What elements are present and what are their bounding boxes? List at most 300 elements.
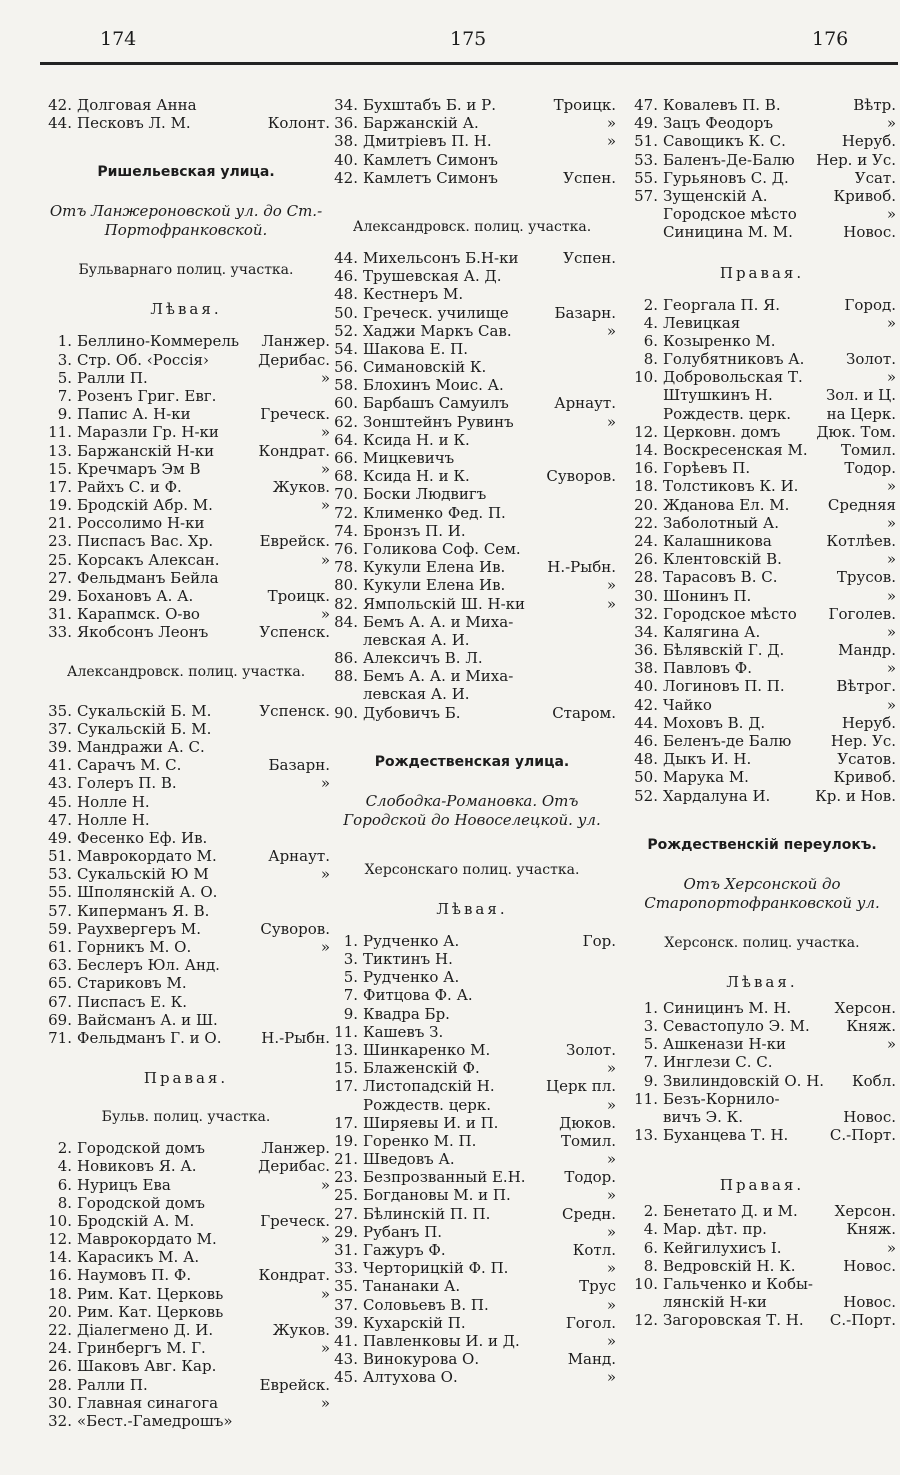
district-label: Трус	[579, 1277, 616, 1296]
house-number: 31.	[48, 605, 72, 624]
owner-name: Шинкаренко М.	[363, 1040, 491, 1059]
entry-list	[628, 999, 896, 1145]
list-item	[42, 829, 330, 847]
owner-name: Клентовскій В.	[663, 550, 782, 569]
owner-name: Чайко	[663, 695, 712, 714]
list-item	[328, 1005, 616, 1023]
list-item	[42, 587, 330, 605]
district-label: Н.-Рыбн.	[547, 558, 616, 577]
owner-name: Инглези С. С.	[663, 1053, 773, 1072]
house-number: 18.	[634, 477, 658, 496]
list-item	[628, 532, 896, 550]
list-item	[42, 478, 330, 496]
district-label: Кр. и Нов.	[815, 786, 896, 805]
district-label: Манд.	[567, 1350, 616, 1369]
list-item	[328, 1186, 616, 1204]
district-label: »	[886, 1035, 896, 1054]
house-number: 59.	[48, 919, 72, 938]
house-number: 20.	[48, 1302, 72, 1321]
list-item	[42, 974, 330, 992]
owner-name: Тананаки А.	[363, 1277, 461, 1296]
house-number: 51.	[48, 847, 72, 866]
house-number: 18.	[48, 1284, 72, 1303]
owner-name: Камлетъ Симонъ	[363, 150, 498, 169]
owner-name: Севастопуло Э. М.	[663, 1016, 810, 1035]
list-item	[628, 114, 896, 132]
district-label: »	[320, 774, 330, 793]
house-number: 51.	[634, 132, 658, 151]
house-number: 16.	[634, 459, 658, 478]
house-number: 1.	[57, 332, 72, 351]
owner-name: Кукули Елена Ив.	[363, 576, 506, 595]
list-item	[328, 322, 616, 340]
owner-name: Гринбергъ М. Г.	[77, 1339, 206, 1358]
list-item	[328, 1259, 616, 1277]
district-label: Новос.	[843, 1107, 896, 1126]
list-item	[328, 613, 616, 631]
owner-name: Россолимо Н-ки	[77, 514, 205, 533]
house-number: 25.	[48, 550, 72, 569]
list-item	[42, 1194, 330, 1212]
owner-name: Ковалевъ П. В.	[663, 96, 781, 114]
header-rule	[40, 62, 898, 65]
column-1	[42, 96, 330, 1430]
list-item	[42, 756, 330, 774]
district-label: »	[320, 865, 330, 884]
district-label: »	[886, 313, 896, 332]
owner-name: Михельсонъ Б.Н-ки	[363, 248, 519, 267]
house-number: 17.	[334, 1113, 358, 1132]
district-label: Город.	[844, 295, 896, 314]
house-number: 42.	[334, 168, 358, 187]
owner-name: Якобсонъ Леонъ	[77, 623, 209, 642]
house-number: 24.	[634, 531, 658, 550]
house-number: 74.	[334, 521, 358, 540]
list-item	[42, 902, 330, 920]
owner-name: Городское мѣсто	[663, 205, 797, 224]
house-number: 11.	[48, 423, 72, 442]
owner-name: Калягина А.	[663, 622, 761, 641]
owner-name: Зацъ Феодоръ	[663, 114, 774, 133]
owner-name: Стариковъ М.	[77, 974, 187, 993]
list-item	[42, 442, 330, 460]
house-number: 3.	[343, 950, 358, 968]
side-heading: Лѣвая.	[726, 972, 798, 991]
owner-name: Ралли П.	[77, 1375, 148, 1394]
list-item	[328, 1205, 616, 1223]
district-label: Княж.	[846, 1220, 896, 1239]
owner-name: Добровольская Т.	[663, 368, 803, 387]
district-label: Зол. и Ц.	[825, 386, 896, 405]
house-number: 47.	[634, 96, 658, 114]
owner-name: Трушевская А. Д.	[363, 267, 502, 286]
house-number: 13.	[634, 1126, 658, 1145]
house-number: 17.	[334, 1077, 358, 1096]
owner-name: Мандражи А. С.	[77, 737, 205, 756]
owner-name: Жданова Ел. М.	[663, 495, 790, 514]
list-item	[328, 1150, 616, 1168]
entry-list	[42, 702, 330, 1048]
list-item	[42, 1029, 330, 1047]
district-label: »	[886, 368, 896, 387]
owner-name: Кестнеръ М.	[363, 285, 464, 304]
list-item	[628, 1257, 896, 1275]
owner-name: Боски Людвигъ	[363, 485, 487, 504]
list-item	[628, 1053, 896, 1071]
district-label: »	[320, 459, 330, 478]
list-item	[328, 1241, 616, 1259]
list-item	[42, 1011, 330, 1029]
house-number: 6.	[643, 331, 658, 350]
house-number: 5.	[57, 368, 72, 387]
district-label: Суворов.	[546, 467, 616, 486]
house-number: 80.	[334, 576, 358, 595]
owner-name: Савощикъ К. С.	[663, 132, 786, 151]
district-label: »	[606, 1150, 616, 1169]
owner-name: Зущенскій А.	[663, 186, 768, 205]
owner-name: Фельдманъ Бейла	[77, 568, 219, 587]
list-item	[42, 351, 330, 369]
district-label: Херсон.	[834, 1202, 896, 1221]
owner-name: Мицкевичъ	[363, 449, 455, 467]
owner-name: Ралли П.	[77, 368, 148, 387]
owner-name: Писпасъ Е. К.	[77, 992, 187, 1011]
list-item	[328, 1223, 616, 1241]
owner-name: Ширяевы И. и П.	[363, 1113, 499, 1132]
owner-name: Сукальскій Ю М	[77, 865, 209, 884]
house-number: 9.	[57, 405, 72, 424]
list-item	[42, 514, 330, 532]
owner-name: Марука М.	[663, 768, 749, 787]
owner-name: Алексичъ В. Л.	[363, 649, 483, 668]
house-number: 72.	[334, 503, 358, 522]
district-label: Новос.	[843, 1256, 896, 1275]
house-number: 40.	[634, 677, 658, 696]
list-item	[42, 1376, 330, 1394]
house-number: 35.	[334, 1277, 358, 1296]
list-item	[628, 223, 896, 241]
house-number: 71.	[48, 1028, 72, 1047]
list-item	[328, 649, 616, 667]
list-item	[42, 720, 330, 738]
list-item	[328, 96, 616, 114]
house-number: 61.	[48, 938, 72, 956]
district-label: »	[606, 594, 616, 613]
house-number: 88.	[334, 667, 358, 686]
list-item	[328, 522, 616, 540]
list-item	[328, 413, 616, 431]
list-item	[628, 768, 896, 786]
owner-name: Левицкая	[663, 313, 741, 332]
house-number: 44.	[48, 114, 72, 133]
list-item	[328, 1059, 616, 1077]
house-number: 68.	[334, 467, 358, 486]
house-number: 7.	[643, 1053, 658, 1072]
district-label: Кривоб.	[833, 768, 896, 787]
district-label: Жуков.	[272, 1321, 330, 1339]
list-item	[328, 431, 616, 449]
district-label: Усатов.	[837, 750, 896, 769]
list-item	[628, 1126, 896, 1144]
list-item	[42, 460, 330, 478]
house-number: 67.	[48, 992, 72, 1011]
list-item	[42, 1303, 330, 1321]
district-label: Гор.	[582, 931, 616, 950]
district-label: Ланжер.	[261, 1139, 330, 1158]
owner-name: Бродскій А. М.	[77, 1211, 195, 1230]
street-heading: Рождественская улица.	[374, 753, 570, 770]
entry-list	[42, 96, 330, 132]
list-item	[628, 1090, 896, 1108]
list-item	[628, 477, 896, 495]
district-label: »	[606, 1095, 616, 1114]
precinct-heading: Бульварнаго полиц. участка.	[78, 262, 294, 279]
owner-name: Бѣлинскій П. П.	[363, 1204, 491, 1223]
house-number: 54.	[334, 339, 358, 358]
house-number: 16.	[48, 1266, 72, 1285]
list-item	[328, 986, 616, 1004]
house-number: 82.	[334, 594, 358, 613]
house-number: 21.	[48, 514, 72, 533]
owner-name: Нолле Н.	[77, 792, 150, 811]
district-label: Тодор.	[564, 1168, 616, 1187]
house-number: 4.	[643, 313, 658, 332]
house-number: 78.	[334, 558, 358, 577]
list-item	[628, 1220, 896, 1238]
owner-name: Карасикъ М. А.	[77, 1248, 200, 1267]
house-number: 42.	[48, 96, 72, 114]
list-item	[328, 704, 616, 722]
owner-name: Квадра Бр.	[363, 1004, 450, 1023]
owner-name: Тарасовъ В. С.	[663, 568, 778, 587]
list-item	[42, 387, 330, 405]
list-item	[42, 993, 330, 1011]
house-number: 2.	[643, 295, 658, 314]
list-item	[328, 114, 616, 132]
owner-name: Павленковы И. и Д.	[363, 1331, 520, 1350]
district-label: Ланжер.	[261, 332, 330, 351]
list-item	[328, 1096, 616, 1114]
district-label: »	[886, 477, 896, 496]
owner-name: Листопадскій Н.	[363, 1077, 495, 1096]
list-item	[628, 1072, 896, 1090]
owner-name: Бродскій Абр. М.	[77, 496, 213, 515]
list-item	[42, 1176, 330, 1194]
owner-name: Сукальскій Б. М.	[77, 701, 212, 720]
district-label: Церк пл.	[546, 1077, 616, 1096]
owner-name: Городской домъ	[77, 1139, 205, 1158]
house-number: 60.	[334, 394, 358, 413]
district-label: »	[886, 659, 896, 678]
district-label: Томил.	[841, 441, 896, 459]
house-number: 49.	[634, 114, 658, 133]
owner-name: Стр. Об. ‹Россія›	[77, 350, 209, 369]
owner-name: Калашникова	[663, 531, 772, 550]
district-label: Кривоб.	[833, 186, 896, 205]
house-number: 43.	[48, 774, 72, 793]
house-number: 22.	[48, 1321, 72, 1339]
house-number: 1.	[643, 998, 658, 1017]
house-number: 33.	[48, 623, 72, 642]
district-label: »	[606, 1259, 616, 1278]
owner-name: вичъ Э. К.	[663, 1107, 744, 1126]
list-item	[628, 459, 896, 477]
house-number: 90.	[334, 703, 358, 722]
district-label: »	[320, 605, 330, 624]
street-description: Слободка-Романовка. Отъ Городской до Новоселецкой. ул.	[343, 791, 601, 829]
district-label: »	[606, 1059, 616, 1078]
district-label: Троицк.	[267, 587, 330, 605]
owner-name: Логиновъ П. П.	[663, 677, 785, 696]
owner-name: Рудченко А.	[363, 931, 460, 950]
house-number: 10.	[48, 1211, 72, 1230]
house-number: 69.	[48, 1010, 72, 1029]
house-number: 13.	[48, 441, 72, 460]
owner-name: Беллино-Коммерель	[77, 332, 240, 351]
list-item	[42, 865, 330, 883]
district-label: »	[606, 412, 616, 431]
owner-name: Ксида Н. и К.	[363, 467, 470, 486]
owner-name: Бухштабъ Б. и Р.	[363, 96, 497, 114]
house-number: 41.	[334, 1331, 358, 1350]
district-label: Неруб.	[841, 713, 896, 732]
house-number: 27.	[334, 1204, 358, 1223]
house-number: 30.	[48, 1393, 72, 1412]
district-label: Вѣтр.	[853, 96, 896, 114]
district-label: »	[886, 513, 896, 532]
district-label: Кондрат.	[258, 1266, 330, 1285]
list-item	[42, 114, 330, 132]
house-number: 10.	[634, 368, 658, 387]
house-number: 46.	[634, 732, 658, 750]
house-number: 8.	[643, 350, 658, 369]
house-number: 27.	[48, 568, 72, 587]
owner-name: Нурицъ Ева	[77, 1175, 171, 1194]
owner-name: Сукальскій Б. М.	[77, 719, 212, 738]
house-number: 7.	[343, 986, 358, 1005]
entry-list	[42, 332, 330, 641]
list-item	[328, 968, 616, 986]
district-label: Греческ.	[260, 1211, 330, 1230]
house-number: 6.	[643, 1238, 658, 1257]
house-number: 55.	[634, 168, 658, 187]
house-number: 17.	[48, 477, 72, 496]
list-item	[628, 641, 896, 659]
owner-name: Богдановы М. и П.	[363, 1186, 511, 1205]
district-label: Греческ.	[260, 405, 330, 424]
house-number: 23.	[48, 532, 72, 551]
district-label: Нер. и Ус.	[816, 150, 896, 169]
list-item	[628, 169, 896, 187]
precinct-heading: Александровск. полиц. участка.	[66, 663, 306, 680]
list-item	[628, 1108, 896, 1126]
house-number: 14.	[48, 1248, 72, 1267]
house-number: 35.	[48, 701, 72, 720]
district-label: »	[606, 1186, 616, 1205]
district-label: Успен.	[563, 248, 616, 267]
list-item	[42, 938, 330, 956]
page-number-right: 176	[812, 28, 849, 50]
district-label: »	[320, 1393, 330, 1412]
owner-name: Ведровскій Н. К.	[663, 1256, 796, 1275]
list-item	[42, 1357, 330, 1375]
list-item	[42, 1230, 330, 1248]
list-item	[328, 1314, 616, 1332]
owner-name: Безъ-Корнило-	[663, 1089, 780, 1108]
list-item	[628, 1202, 896, 1220]
owner-name: Гурьяновъ С. Д.	[663, 168, 789, 187]
owner-name: Шполянскій А. О.	[77, 883, 218, 902]
list-item	[42, 423, 330, 441]
district-label: »	[886, 114, 896, 133]
district-label: »	[320, 938, 330, 956]
owner-name: Песковъ Л. М.	[77, 114, 191, 133]
district-label: Арнаут.	[268, 847, 330, 866]
list-item	[328, 267, 616, 285]
list-item	[42, 496, 330, 514]
house-number: 39.	[334, 1313, 358, 1332]
district-label: Гогол.	[565, 1313, 616, 1332]
house-number: 65.	[48, 974, 72, 993]
district-label: Кобл.	[852, 1071, 896, 1090]
list-item	[328, 358, 616, 376]
district-label: »	[320, 368, 330, 387]
owner-name: Розенъ Григ. Евг.	[77, 386, 217, 405]
list-item	[42, 1339, 330, 1357]
list-item	[328, 558, 616, 576]
owner-name: Толстиковъ К. И.	[663, 477, 799, 496]
house-number: 46.	[334, 267, 358, 286]
house-number: 12.	[634, 422, 658, 441]
owner-name: Рудченко А.	[363, 968, 460, 987]
district-label: »	[606, 576, 616, 595]
house-number: 15.	[334, 1059, 358, 1078]
district-label: »	[606, 1295, 616, 1314]
page-number-left: 174	[100, 28, 137, 50]
list-item	[628, 205, 896, 223]
street-heading: Ришельевская улица.	[97, 164, 275, 181]
owner-name: Хаджи Маркъ Сав.	[363, 321, 512, 340]
list-item	[628, 1017, 896, 1035]
house-number: 48.	[634, 750, 658, 769]
list-item	[328, 1132, 616, 1150]
owner-name: Голикова Соф. Сем.	[363, 539, 521, 558]
owner-name: Камлетъ Симонъ	[363, 168, 498, 187]
house-number: 24.	[48, 1339, 72, 1358]
house-number: 11.	[334, 1022, 358, 1041]
house-number: 15.	[48, 459, 72, 478]
owner-name: Симановскій К.	[363, 358, 487, 377]
owner-name: Горенко М. П.	[363, 1131, 477, 1150]
owner-name: Раухвергеръ М.	[77, 919, 202, 938]
owner-name: Маврокордато М.	[77, 1230, 217, 1249]
owner-name: Маврокордато М.	[77, 847, 217, 866]
district-label: Средняя	[827, 495, 896, 514]
house-number: 6.	[57, 1175, 72, 1194]
list-item	[42, 532, 330, 550]
house-number: 26.	[634, 550, 658, 569]
list-item	[328, 151, 616, 169]
list-item	[42, 96, 330, 114]
list-item	[328, 540, 616, 558]
owner-name: Сарачъ М. С.	[77, 756, 182, 775]
house-number: 50.	[334, 303, 358, 322]
owner-name: Голубятниковъ А.	[663, 350, 805, 369]
house-number: 52.	[334, 321, 358, 340]
district-label: »	[606, 114, 616, 133]
district-label: Мандр.	[838, 641, 896, 660]
district-label: Арнаут.	[554, 394, 616, 413]
